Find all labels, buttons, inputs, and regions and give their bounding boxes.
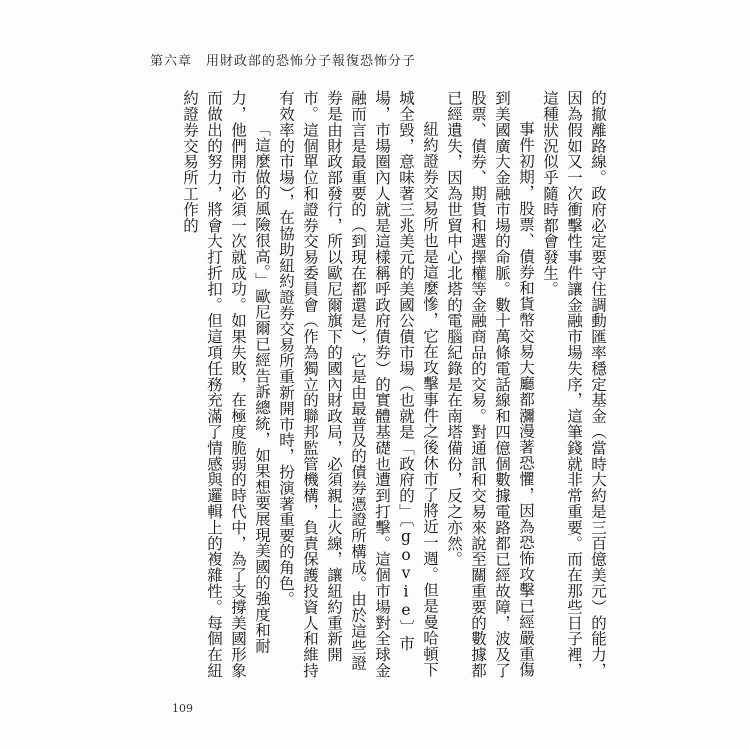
paragraph-1: 的撤離路線。政府必定要守住調動匯率穩定基金（當時大約是三百億美元）的能力，因為假如又一次衝擊性事件讓金融市場失序，這筆錢就非常重要。而在那些日子裡，這種狀況似乎隨時都會發生。 xyxy=(541,90,607,679)
paragraph-2: 事件初期，股票、債券和貨幣交易大廳都瀰漫著恐懼，因為恐怖攻擊已經嚴重傷到美國廣大金融市場的命脈。數十萬條電話線和四億個數據電路都已經故障，波及了股票、債券、期貨和選擇權等金融商品的交易。對通訊和交易來說至關重要的數據都已經遺失，因為世貿中心北塔的電腦紀錄是在南塔備份，反之亦然。 xyxy=(445,90,535,679)
paragraph-4: 「這麼做的風險很高。」歐尼爾已經告訴總統，如果想要展現美國的強度和耐力，他們開市必須一次就成功。如果失敗，在極度脆弱的時代中，為了支撐美國形象而做出的努力，將會大打折扣。但這項任務充滿了情感與邏輯上的複雜性。每個在紐約證券交易所工作的 xyxy=(181,90,271,679)
paragraph-3: 紐約證券交易所也是這麼慘，它在攻擊事件之後休市了將近一週。但是曼哈頓下城全毀，意味著三兆美元的美國公債市場（也就是「政府的」〔govie〕市場，市場圈內人就是這樣稱呼政府債券）的實體基礎也遭到打擊。這個市場對全球金融而言是最重要的（到現在都還是），它是由最普及的債券憑證所構成。由於這些證券是由財政部發行，所以歐尼爾旗下的國內財政局，必須親上火線，讓紐約重新開市。這個單位和證券交易委員會（作為獨立的聯邦監管機構，負責保護投資人和維持有效率的市場），在協助紐約證券交易所重新開市時，扮演著重要的角色。 xyxy=(277,90,439,679)
page-number: 109 xyxy=(172,702,193,715)
vertical-body-text xyxy=(140,90,610,680)
running-header: 第六章 用財政部的恐怖分子報復恐怖分子 xyxy=(150,54,417,69)
